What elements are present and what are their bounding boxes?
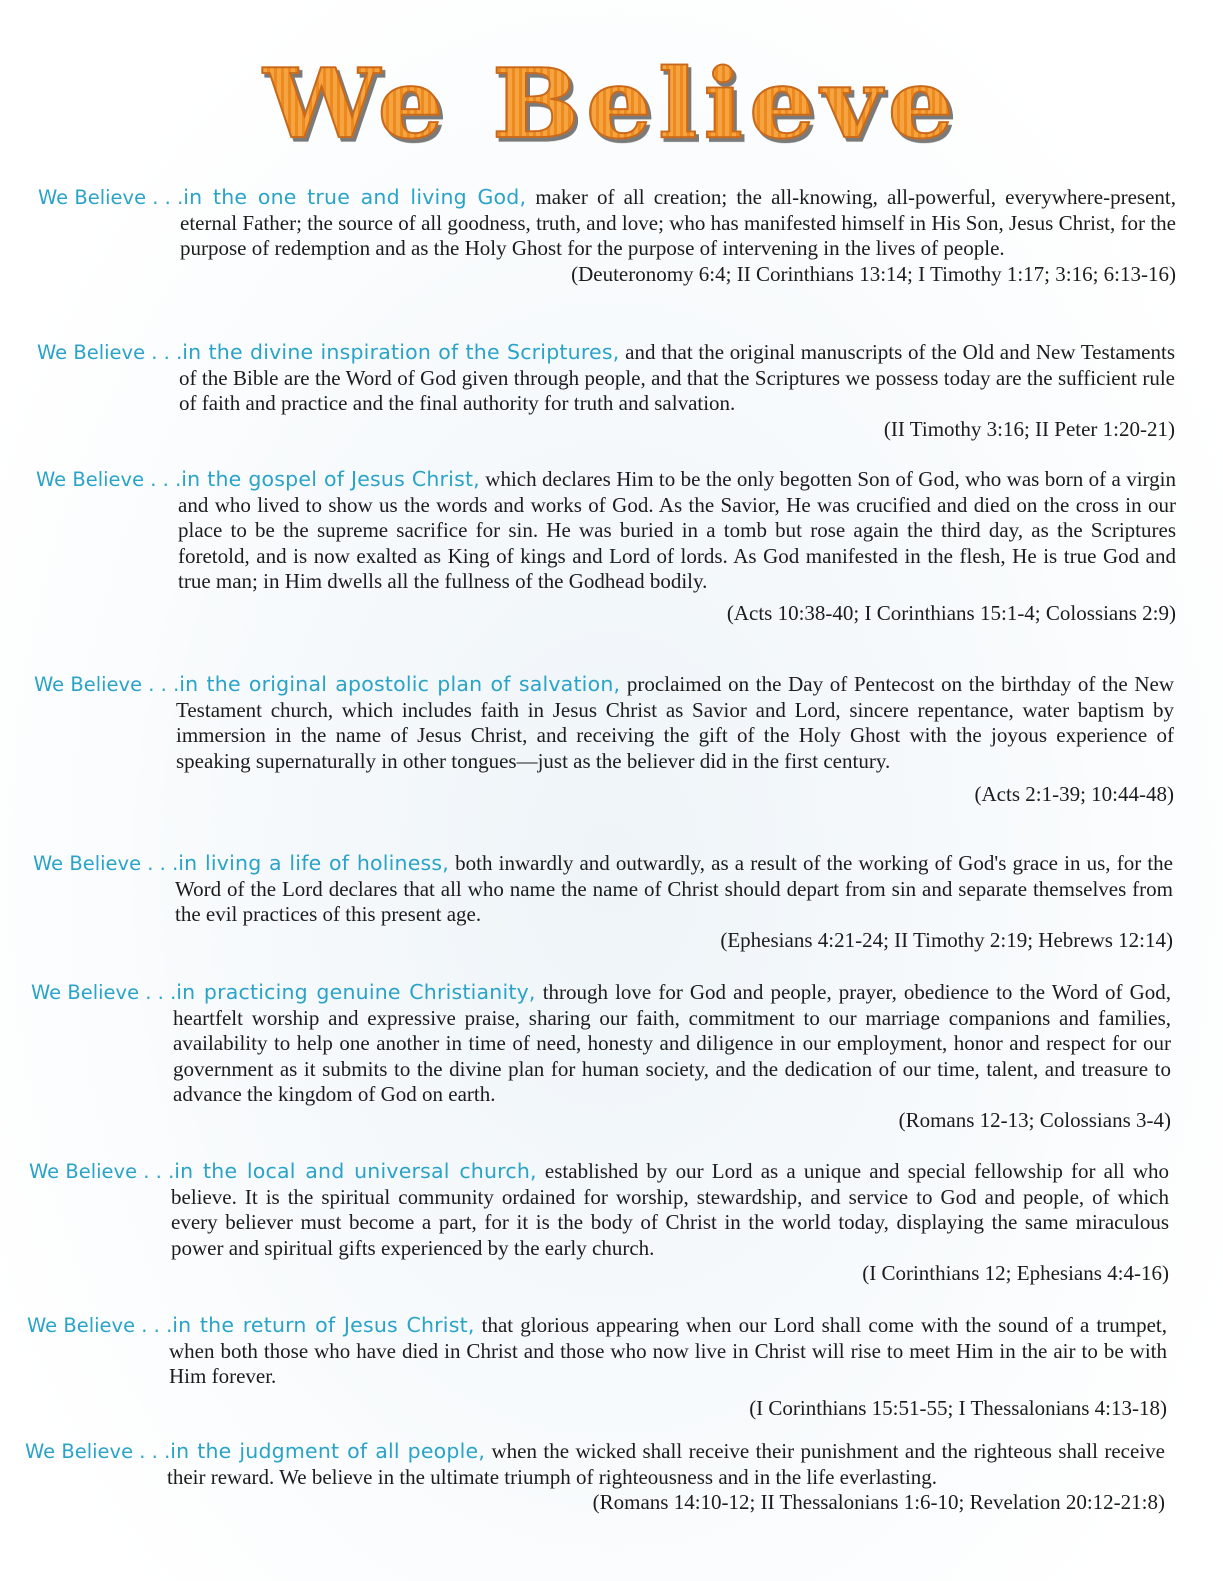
belief-item — [34, 672, 1174, 807]
belief-text: both inwardly and outwardly, as a result of the working of God's grace in us, for the Word of the Lord declares that all who name the name of Christ should depart from sin and separate themselves from the evil practices of this present age. — [175, 851, 1173, 926]
belief-item — [29, 1159, 1169, 1286]
belief-phrase: in the return of Jesus Christ, — [172, 1313, 475, 1337]
belief-references: (Ephesians 4:21-24; II Timothy 2:19; Hebrews 12:14) — [720, 927, 1173, 952]
belief-text: established by our Lord as a unique and special fellowship for all who believe. It is the spiritual community ordained for worship, stewardship, and service to God and people, of which every believer must become a part, for it is the body of Christ in the world today, displaying the same miraculous power and spiritual gifts experienced by the early church. — [171, 1159, 1169, 1260]
belief-text: which declares Him to be the only begotten Son of God, who was born of a virgin and who lived to show us the words and works of God. As the Savior, He was crucified and died on the cross in our place to be the supreme sacrifice for sin. He was buried in a tomb but rose again the third day, as the Scriptures foretold, and is now exalted as King of kings and Lord of lords. As God manifested in the flesh, He is true God and true man; in Him dwells all the fullness of the Godhead bodily. — [178, 467, 1176, 593]
belief-paragraph — [37, 340, 1175, 417]
belief-phrase: in the judgment of all people, — [170, 1439, 486, 1463]
belief-phrase: in living a life of holiness, — [178, 851, 450, 875]
page-title: We Believe — [263, 46, 960, 161]
belief-references: (Acts 2:1-39; 10:44-48) — [974, 782, 1174, 806]
belief-phrase: in the gospel of Jesus Christ, — [181, 467, 480, 491]
belief-lead: We Believe . . . — [29, 1160, 175, 1183]
belief-text: maker of all creation; the all-knowing, all-powerful, everywhere-present, eternal Father; the source of all goodness, truth, and love; who has manifested himself in His Son, Jesus Christ, for the purpose of redemption and as the Holy Ghost for the purpose of intervening in the lives of people. — [180, 185, 1176, 260]
belief-references: (I Corinthians 12; Ephesians 4:4-16) — [862, 1261, 1169, 1285]
belief-paragraph — [27, 1313, 1167, 1390]
belief-paragraph — [38, 185, 1176, 262]
belief-text: through love for God and people, prayer, obedience to the Word of God, heartfelt worship and expressive praise, sharing our faith, commitment to our marriage companions and families, availability to help one another in time of need, honesty and diligence in our employment, honor and respect for our government as it submits to the divine plan for human society, and the dedication of our time, talent, and treasure to advance the kingdom of God on earth. — [173, 980, 1171, 1106]
belief-paragraph — [36, 467, 1176, 595]
belief-lead: We Believe . . . — [37, 341, 183, 364]
belief-references: (Romans 12-13; Colossians 3-4) — [898, 1107, 1171, 1132]
belief-phrase: in the local and universal church, — [174, 1159, 537, 1183]
belief-paragraph — [31, 980, 1171, 1108]
belief-text: when the wicked shall receive their punishment and the righteous shall receive their reward. We believe in the ultimate triumph of righteousness and in the life everlasting. — [167, 1439, 1165, 1489]
belief-references: (Romans 14:10-12; II Thessalonians 1:6-10; Revelation 20:12-21:8) — [592, 1490, 1165, 1514]
belief-text: that glorious appearing when our Lord shall come with the sound of a trumpet, when both those who have died in Christ and those who now live in Christ will rise to meet Him in the air to be with Him forever. — [169, 1313, 1167, 1388]
belief-item — [37, 340, 1175, 442]
belief-paragraph — [29, 1159, 1169, 1261]
belief-item — [31, 980, 1171, 1133]
belief-phrase: in the original apostolic plan of salvation, — [179, 672, 621, 696]
belief-paragraph — [34, 672, 1174, 774]
belief-phrase: in practicing genuine Christianity, — [176, 980, 536, 1004]
belief-references: (I Corinthians 15:51-55; I Thessalonians 4:13-18) — [749, 1395, 1167, 1420]
belief-phrase: in the one true and living God, — [183, 185, 527, 209]
belief-lead: We Believe . . . — [27, 1314, 173, 1337]
belief-item — [27, 1313, 1167, 1421]
belief-lead: We Believe . . . — [33, 852, 179, 875]
belief-lead: We Believe . . . — [36, 468, 182, 491]
belief-lead: We Believe . . . — [25, 1440, 171, 1463]
belief-paragraph — [33, 851, 1173, 928]
title-container — [0, 46, 1223, 161]
belief-item — [38, 185, 1176, 287]
belief-lead: We Believe . . . — [34, 673, 180, 696]
belief-item — [33, 851, 1173, 953]
belief-item — [36, 467, 1176, 626]
belief-lead: We Believe . . . — [38, 186, 184, 209]
belief-lead: We Believe . . . — [31, 981, 177, 1004]
belief-references: (Acts 10:38-40; I Corinthians 15:1-4; Colossians 2:9) — [726, 600, 1176, 625]
belief-text: proclaimed on the Day of Pentecost on the birthday of the New Testament church, which includes faith in Jesus Christ as Savior and Lord, sincere repentance, water baptism by immersion in the name of Jesus Christ, and receiving the gift of the Holy Ghost with the joyous experience of speaking supernaturally in other tongues—just as the believer did in the first century. — [176, 672, 1174, 773]
belief-item — [25, 1439, 1165, 1515]
belief-references: (II Timothy 3:16; II Peter 1:20-21) — [883, 416, 1175, 441]
belief-text: and that the original manuscripts of the Old and New Testaments of the Bible are the Word of God given through people, and that the Scriptures we possess today are the sufficient rule of faith and practice and the final authority for truth and salvation. — [179, 340, 1175, 415]
belief-paragraph — [25, 1439, 1165, 1490]
belief-phrase: in the divine inspiration of the Scriptures, — [182, 340, 620, 364]
belief-references: (Deuteronomy 6:4; II Corinthians 13:14; I Timothy 1:17; 3:16; 6:13-16) — [571, 261, 1176, 286]
